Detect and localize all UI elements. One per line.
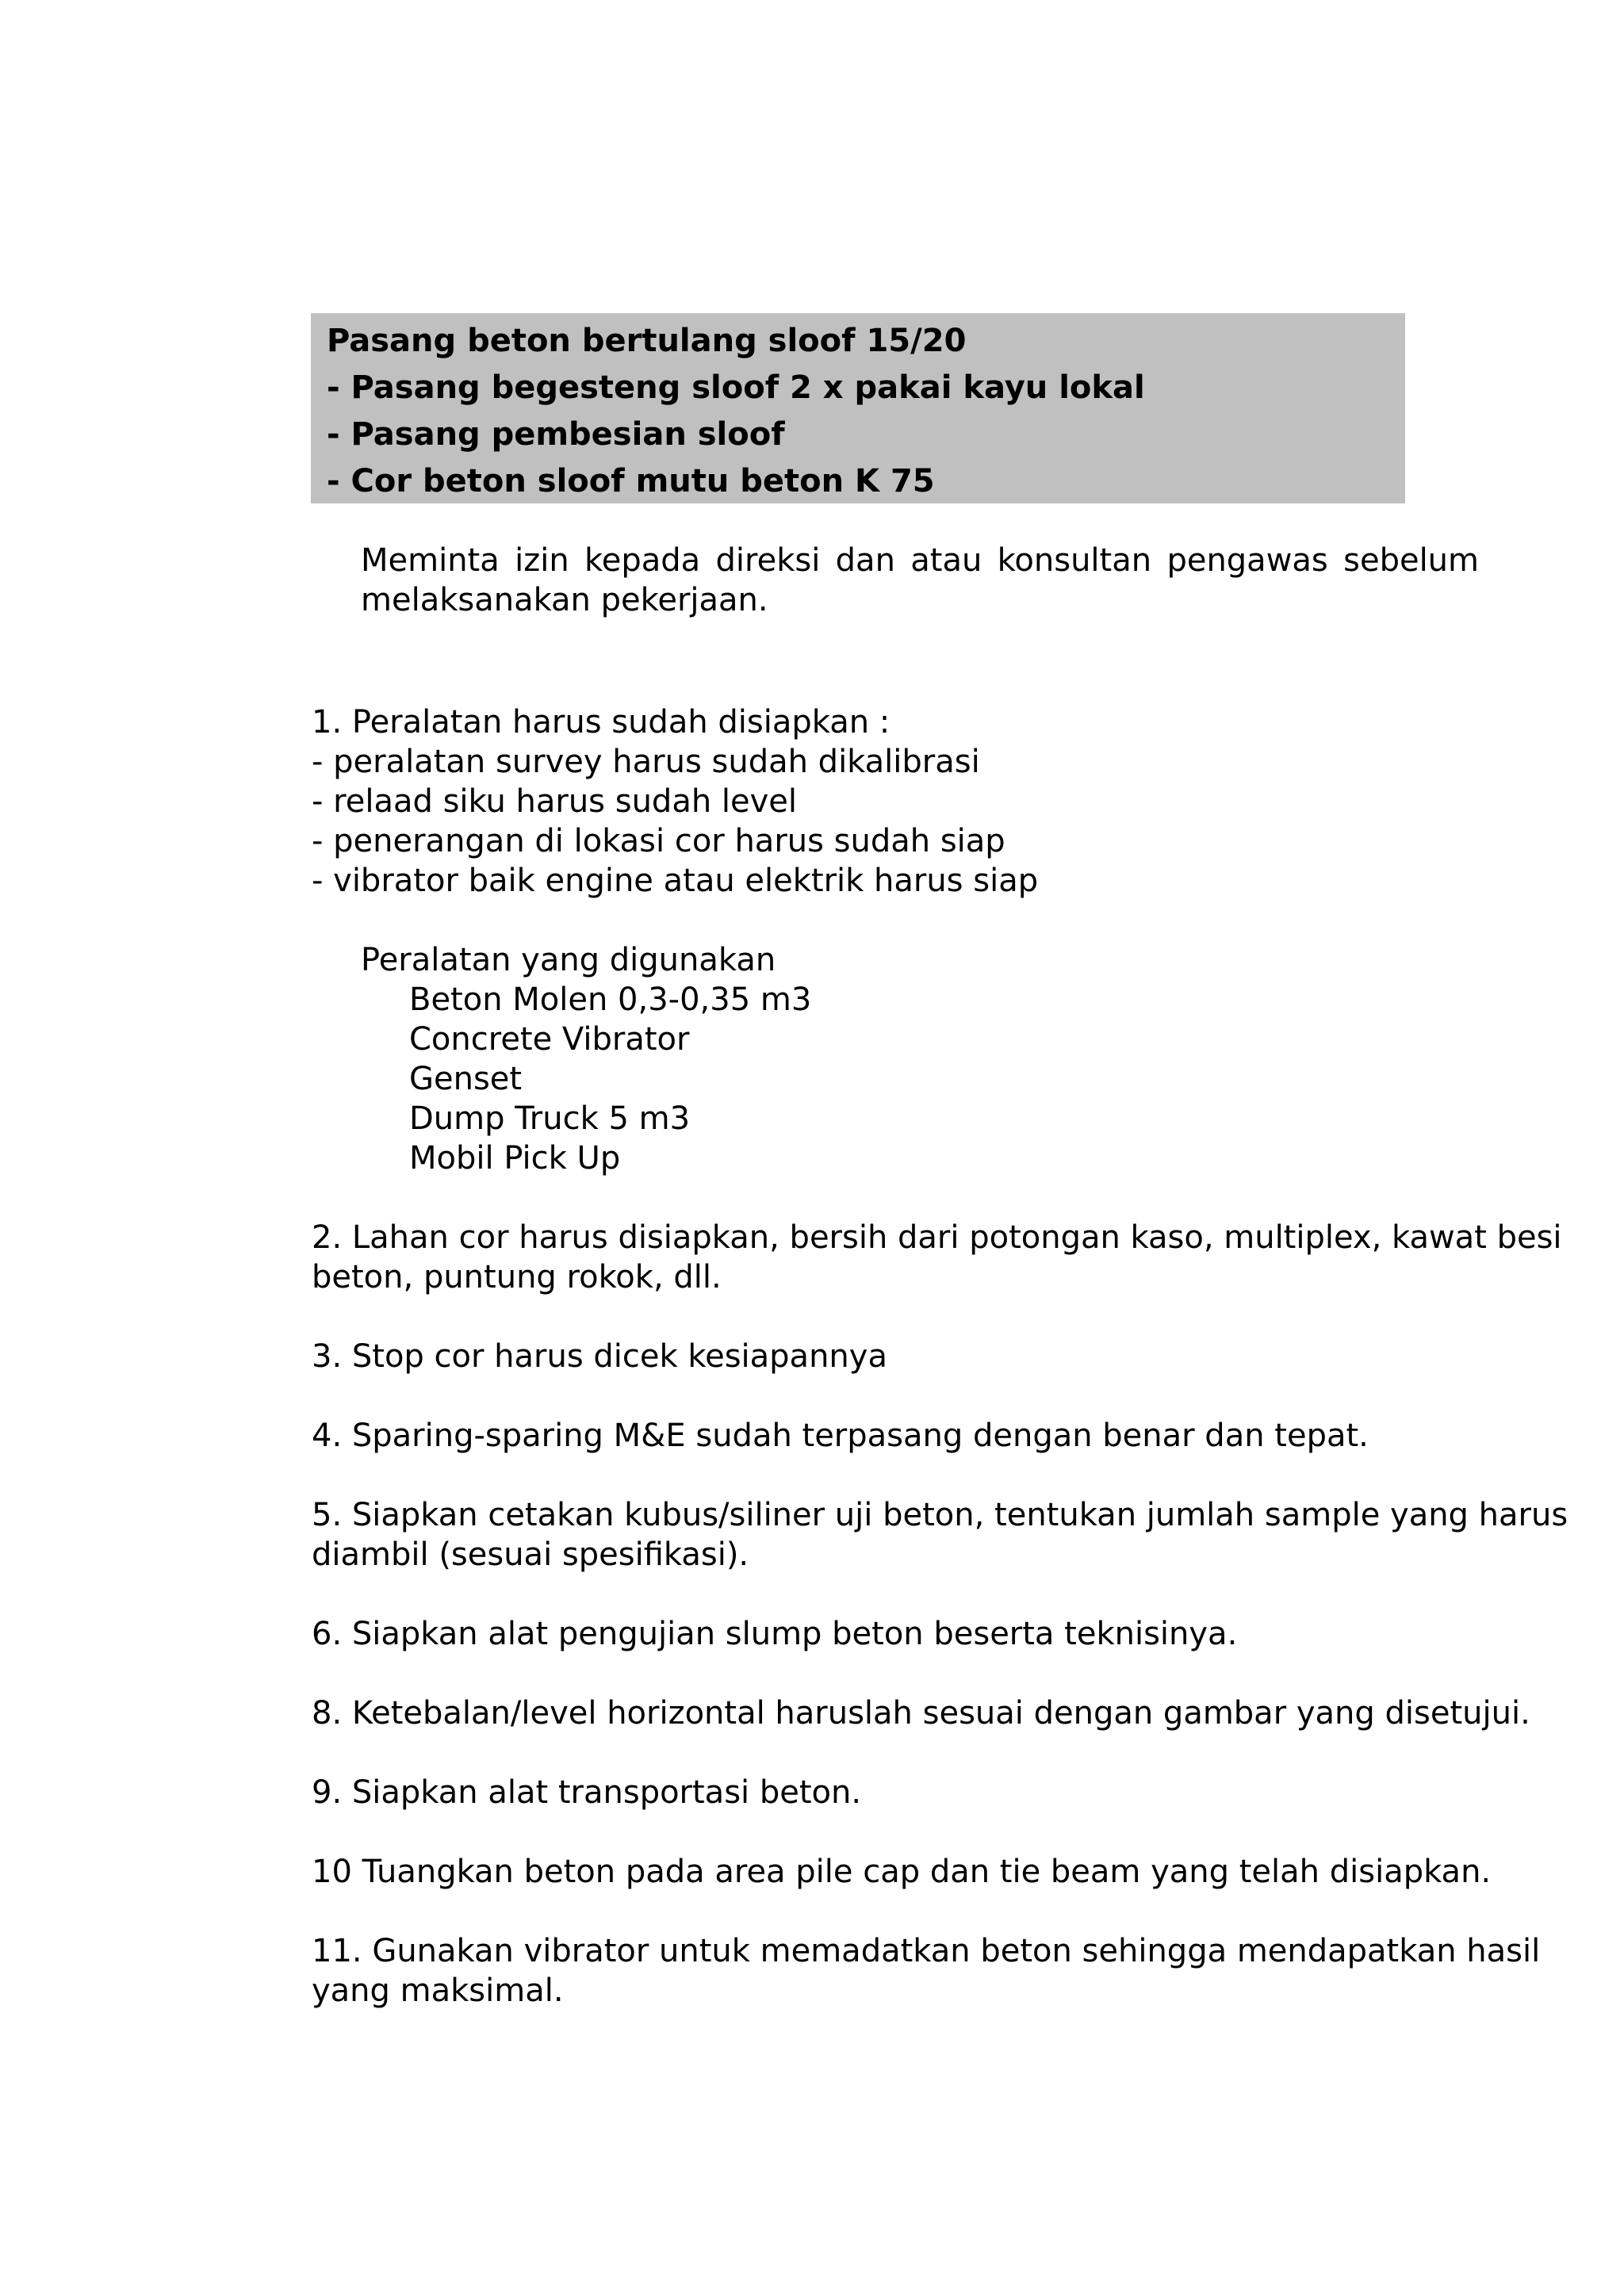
step-1-item: - peralatan survey harus sudah dikalibrasi xyxy=(312,744,980,780)
step-1-item: - penerangan di lokasi cor harus sudah siap xyxy=(312,823,1005,859)
procedure-list xyxy=(312,702,1568,2011)
intro-line: Meminta izin kepada direksi dan atau konsultan pengawas sebelum xyxy=(361,542,1479,579)
step-11-continued: yang maksimal. xyxy=(312,1973,564,2009)
header-line-concrete: - Cor beton sloof mutu beton K 75 xyxy=(327,463,935,499)
equipment-item: Beton Molen 0,3-0,35 m3 xyxy=(409,982,812,1018)
spacer xyxy=(312,1654,1501,1693)
work-item-header xyxy=(311,313,1405,503)
intro-line: melaksanakan pekerjaan. xyxy=(361,582,768,618)
spacer xyxy=(312,1575,1501,1614)
step-1-item: - relaad siku harus sudah level xyxy=(312,783,798,820)
spacer xyxy=(312,1178,1501,1218)
spacer xyxy=(312,1892,1501,1931)
equipment-item: Dump Truck 5 m3 xyxy=(409,1100,691,1137)
step-9: 9. Siapkan alat transportasi beton. xyxy=(312,1774,862,1811)
spacer xyxy=(312,1376,1501,1416)
spacer xyxy=(312,1812,1501,1852)
step-11: 11. Gunakan vibrator untuk memadatkan beton sehingga mendapatkan hasil xyxy=(312,1933,1541,1969)
spacer xyxy=(312,1456,1501,1495)
step-5: 5. Siapkan cetakan kubus/siliner uji beton, tentukan jumlah sample yang harus xyxy=(312,1497,1568,1533)
step-5-continued: diambil (sesuai spesifikasi). xyxy=(312,1536,749,1573)
equipment-item: Mobil Pick Up xyxy=(409,1140,621,1177)
step-6: 6. Siapkan alat pengujian slump beton beserta teknisinya. xyxy=(312,1616,1238,1652)
equipment-title: Peralatan yang digunakan xyxy=(361,942,776,978)
step-10: 10 Tuangkan beton pada area pile cap dan tie beam yang telah disiapkan. xyxy=(312,1854,1492,1890)
spacer xyxy=(312,1297,1501,1337)
step-1-item: - vibrator baik engine atau elektrik harus siap xyxy=(312,863,1039,899)
intro-paragraph xyxy=(361,541,1479,620)
step-1-heading: 1. Peralatan harus sudah disiapkan : xyxy=(312,704,891,740)
header-line-formwork: - Pasang begesteng sloof 2 x pakai kayu lokal xyxy=(327,369,1145,406)
equipment-item: Genset xyxy=(409,1061,523,1097)
spacer xyxy=(312,1733,1501,1773)
equipment-item: Concrete Vibrator xyxy=(409,1021,690,1058)
header-title: Pasang beton bertulang sloof 15/20 xyxy=(327,323,967,359)
step-4: 4. Sparing-sparing M&E sudah terpasang dengan benar dan tepat. xyxy=(312,1418,1369,1454)
spacer xyxy=(312,901,1501,940)
step-3: 3. Stop cor harus dicek kesiapannya xyxy=(312,1338,887,1375)
header-line-rebar: - Pasang pembesian sloof xyxy=(327,416,785,453)
step-2: 2. Lahan cor harus disiapkan, bersih dari potongan kaso, multiplex, kawat besi xyxy=(312,1219,1562,1256)
step-2-continued: beton, puntung rokok, dll. xyxy=(312,1259,722,1295)
step-8: 8. Ketebalan/level horizontal haruslah sesuai dengan gambar yang disetujui. xyxy=(312,1695,1530,1732)
